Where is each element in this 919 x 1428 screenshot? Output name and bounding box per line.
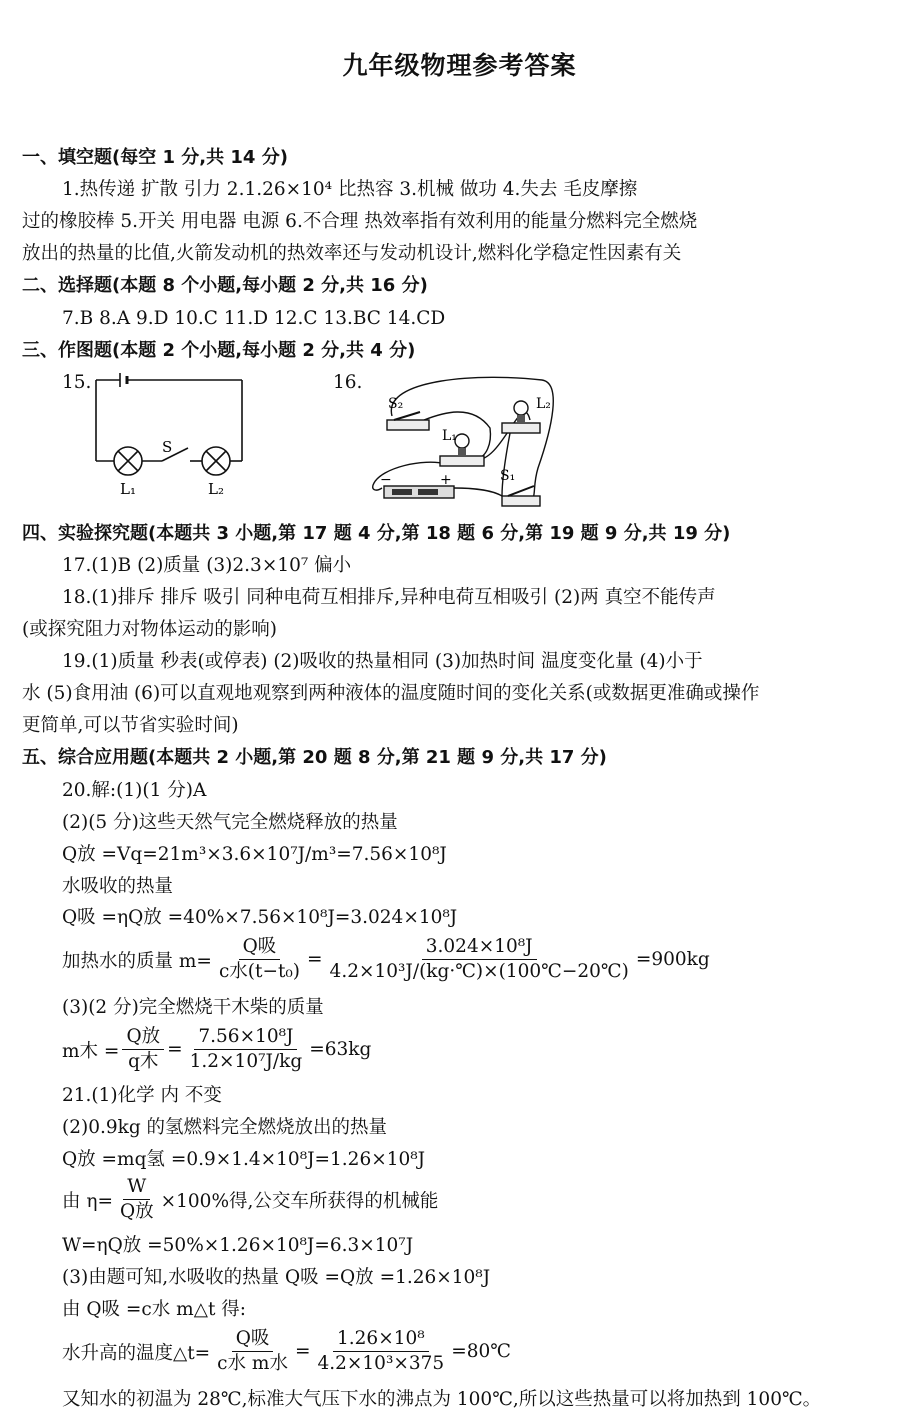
equation-water-mass — [62, 936, 710, 983]
s1-line-1: 1.热传递 扩散 引力 2.1.26×10⁴ 比热容 3.机械 做功 4.失去 毛皮摩擦 — [62, 179, 638, 200]
s5-line-b7: 由 Q吸 =c水 m△t 得: — [62, 1299, 246, 1320]
eq-b4-suffix: ×100%得,公交车所获得的机械能 — [160, 1190, 439, 1212]
section-1-heading: 一、填空题(每空 1 分,共 14 分) — [22, 147, 288, 168]
eq-a8-result: =63kg — [309, 1039, 372, 1060]
switch-s2-label: S₂ — [388, 396, 404, 412]
s5-line-a1: 20.解:(1)(1 分)A — [62, 780, 207, 801]
s4-line-4: 19.(1)质量 秒表(或停表) (2)吸收的热量相同 (3)加热时间 温度变化量 (4)小于 — [62, 651, 703, 672]
eq-b8-prefix: 水升高的温度△t= — [62, 1342, 211, 1364]
s5-line-b5: W=ηQ放 =50%×1.26×10⁸J=6.3×10⁷J — [62, 1235, 414, 1256]
s4-line-2: 18.(1)排斥 排斥 吸引 同种电荷互相排斥,异种电荷互相吸引 (2)两 真空不能传声 — [62, 587, 716, 608]
eq-b4-prefix: 由 η= — [62, 1190, 113, 1212]
fraction-5 — [116, 1176, 158, 1223]
s5-line-a3: Q放 =Vq=21m³×3.6×10⁷J/m³=7.56×10⁸J — [62, 844, 447, 865]
s4-line-3: (或探究阻力对物体运动的影响) — [22, 619, 277, 640]
equation-efficiency — [62, 1176, 438, 1223]
s5-line-a4: 水吸收的热量 — [62, 876, 174, 897]
fraction-6-denominator: c水 m水 — [217, 1353, 288, 1374]
section-5-heading: 五、综合应用题(本题共 2 小题,第 20 题 8 分,第 21 题 9 分,共 17 分) — [22, 747, 607, 768]
fraction-2 — [326, 936, 633, 983]
fraction-4-denominator: 1.2×10⁷J/kg — [189, 1051, 303, 1072]
fraction-6-numerator: Q吸 — [232, 1328, 274, 1352]
lamp-l1-label: L₁ — [120, 480, 136, 498]
page-title: 九年级物理参考答案 — [342, 51, 577, 80]
eq-a6-equals: = — [307, 949, 323, 970]
q16-label: 16. — [333, 372, 363, 393]
s5-line-a2: (2)(5 分)这些天然气完全燃烧释放的热量 — [62, 812, 398, 833]
switch-s-label: S — [162, 438, 173, 456]
fraction-1-denominator: c水(t−t₀) — [218, 961, 301, 982]
section-3-heading: 三、作图题(本题 2 个小题,每小题 2 分,共 4 分) — [22, 340, 416, 361]
eq-a8-equals: = — [167, 1039, 183, 1060]
equation-temperature-rise — [62, 1328, 511, 1375]
s5-line-b2: (2)0.9kg 的氢燃料完全燃烧放出的热量 — [62, 1117, 388, 1138]
eq-b8-result: =80℃ — [451, 1341, 511, 1362]
s2-line-1: 7.B 8.A 9.D 10.C 11.D 12.C 13.BC 14.CD — [62, 308, 446, 329]
switch-s1-label: S₁ — [500, 468, 516, 484]
section-4-heading: 四、实验探究题(本题共 3 小题,第 17 题 4 分,第 18 题 6 分,第 19 题 9 分,共 19 分) — [22, 523, 731, 544]
fraction-3 — [122, 1026, 164, 1073]
lamp-l1-label-16: L₁ — [442, 428, 457, 444]
section-2-heading: 二、选择题(本题 8 个小题,每小题 2 分,共 16 分) — [22, 275, 428, 296]
fraction-5-denominator: Q放 — [119, 1201, 154, 1222]
fraction-3-denominator: q木 — [128, 1051, 159, 1072]
eq-a6-result: =900kg — [635, 949, 710, 970]
fraction-2-numerator: 3.024×10⁸J — [422, 936, 537, 960]
s4-line-5: 水 (5)食用油 (6)可以直观地观察到两种液体的温度随时间的变化关系(或数据更准确或操作 — [22, 683, 760, 704]
eq-a8-prefix: m木 = — [62, 1040, 120, 1062]
s4-line-6: 更简单,可以节省实验时间) — [22, 715, 239, 736]
s5-line-b3: Q放 =mq氢 =0.9×1.4×10⁸J=1.26×10⁸J — [62, 1149, 426, 1170]
fraction-4-numerator: 7.56×10⁸J — [194, 1026, 297, 1050]
battery-plus-label: + — [440, 472, 452, 488]
fraction-7-numerator: 1.26×10⁸ — [333, 1328, 429, 1352]
fraction-6 — [213, 1328, 292, 1375]
s5-line-a5: Q吸 =ηQ放 =40%×7.56×10⁸J=3.024×10⁸J — [62, 907, 458, 928]
eq-a6-prefix: 加热水的质量 m= — [62, 950, 212, 972]
eq-b8-equals: = — [294, 1341, 311, 1362]
fraction-1 — [215, 936, 304, 983]
lamp-l2-label-16: L₂ — [536, 396, 551, 412]
circuit-diagram-16 — [362, 368, 562, 513]
circuit-diagram-15 — [90, 370, 250, 505]
s5-line-b1: 21.(1)化学 内 不变 — [62, 1085, 222, 1106]
fraction-7 — [313, 1328, 448, 1375]
s5-line-b6: (3)由题可知,水吸收的热量 Q吸 =Q放 =1.26×10⁸J — [62, 1267, 491, 1288]
q15-label: 15. — [62, 372, 92, 393]
lamp-l2-label: L₂ — [208, 480, 224, 498]
equation-wood-mass — [62, 1026, 371, 1073]
s1-line-2: 过的橡胶棒 5.开关 用电器 电源 6.不合理 热效率指有效利用的能量分燃料完全燃烧 — [22, 211, 698, 232]
battery-minus-label: − — [380, 472, 392, 488]
s4-line-1: 17.(1)B (2)质量 (3)2.3×10⁷ 偏小 — [62, 555, 352, 576]
fraction-3-numerator: Q放 — [122, 1026, 164, 1050]
fraction-1-numerator: Q吸 — [239, 936, 281, 960]
s1-line-3: 放出的热量的比值,火箭发动机的热效率还与发动机设计,燃料化学稳定性因素有关 — [22, 243, 682, 264]
fraction-4 — [186, 1026, 307, 1073]
fraction-7-denominator: 4.2×10³×375 — [317, 1353, 445, 1374]
fraction-2-denominator: 4.2×10³J/(kg·℃)×(100℃−20℃) — [329, 961, 629, 982]
fraction-5-numerator: W — [123, 1176, 150, 1200]
s5-line-a7: (3)(2 分)完全燃烧干木柴的质量 — [62, 997, 324, 1018]
s5-line-b9: 又知水的初温为 28℃,标准大气压下水的沸点为 100℃,所以这些热量可以将加热到 100℃。 — [62, 1389, 822, 1410]
